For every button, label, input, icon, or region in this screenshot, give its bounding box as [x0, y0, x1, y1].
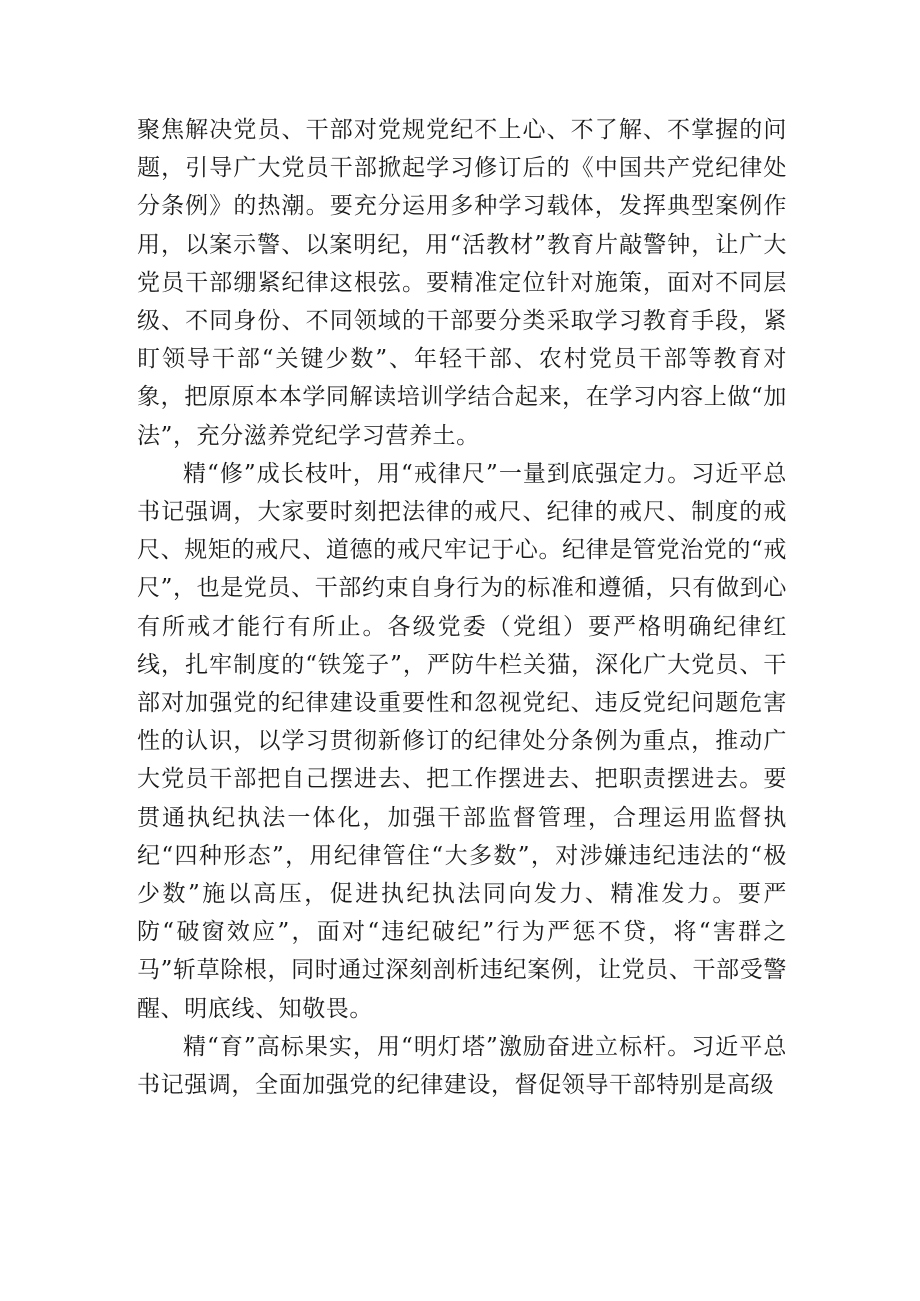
- paragraph-discipline-ruler: 精“修”成长枝叶，用“戒律尺”一量到底强定力。习近平总书记强调，大家要时刻把法律的戒尺、纪律的戒尺、制度的戒尺、规矩的戒尺、道德的戒尺牢记于心。纪律是管党治党的“戒尺”，也是党员、干部约束自身行为的标准和遵循，只有做到心有所戒才能行有所止。各级党委（党组）要严格明确纪律红线，扎牢制度的“铁笼子”，严防牛栏关猫，深化广大党员、干部对加强党的纪律建设重要性和忽视党纪、违反党纪问题危害性的认识，以学习贯彻新修订的纪律处分条例为重点，推动广大党员干部把自己摆进去、把工作摆进去、把职责摆进去。要贯通执纪执法一体化，加强干部监督管理，合理运用监督执纪“四种形态”，用纪律管住“大多数”，对涉嫌违纪违法的“极少数”施以高压，促进执纪执法同向发力、精准发力。要严防“破窗效应”，面对“违纪破纪”行为严惩不贷，将“害群之马”斩草除根，同时通过深刻剖析违纪案例，让党员、干部受警醒、明底线、知敬畏。: [137, 460, 787, 1022]
- paragraph-continued: 聚焦解决党员、干部对党规党纪不上心、不了解、不掌握的问题，引导广大党员干部掀起学习修订后的《中国共产党纪律处分条例》的热潮。要充分运用多种学习载体，发挥典型案例作用，以案示警、以案明纪，用“活教材”教育片敲警钟，让广大党员干部绷紧纪律这根弦。要精准定位针对施策，面对不同层级、不同身份、不同领域的干部要分类采取学习教育手段，紧盯领导干部“关键少数”、年轻干部、农村党员干部等教育对象，把原原本本学同解读培训学结合起来，在学习内容上做“加法”，充分滋养党纪学习营养土。: [137, 117, 787, 449]
- paragraph-lighthouse: 精“育”高标果实，用“明灯塔”激励奋进立标杆。习近平总书记强调，全面加强党的纪律建设，督促领导干部特别是高级: [137, 1033, 787, 1099]
- document-body: [137, 111, 787, 1104]
